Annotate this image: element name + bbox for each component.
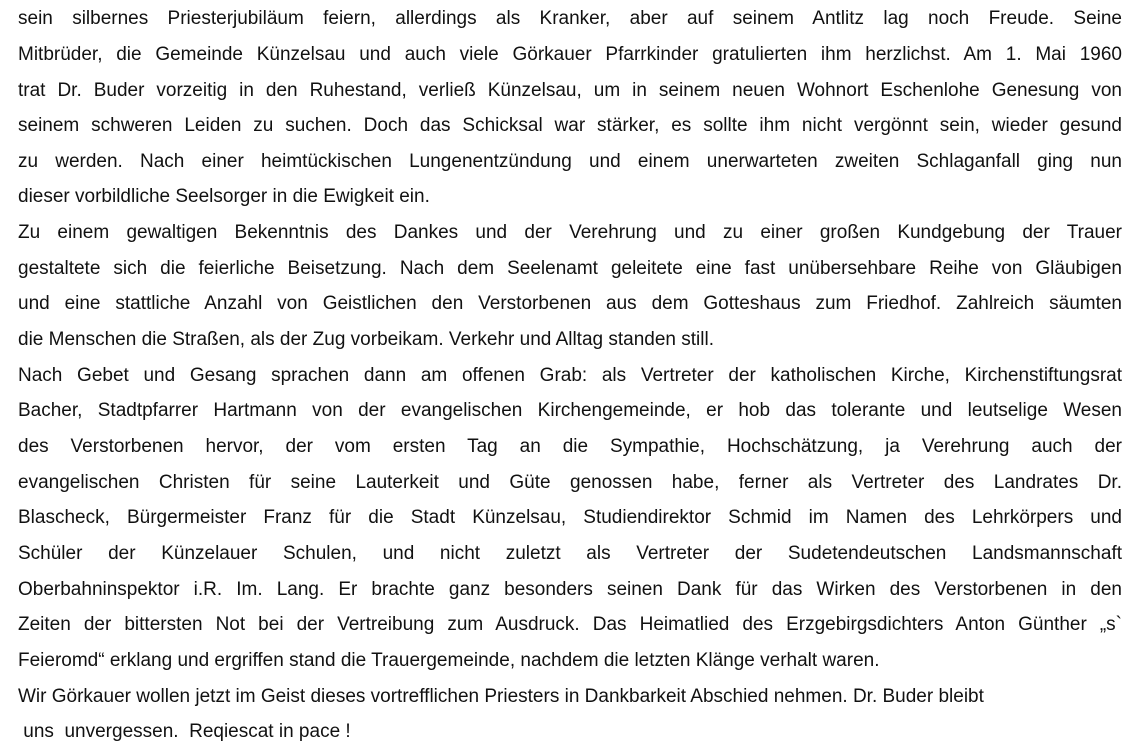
- text-line: und eine stattliche Anzahl von Geistlichen den Verstorbenen aus dem Gotteshaus zum Friedhof. Zahlreich säumten: [18, 293, 1122, 314]
- text-line: zu werden. Nach einer heimtückischen Lungenentzündung und einem unerwarteten zweiten Schlaganfall ging nun: [18, 151, 1122, 172]
- text-line: Zu einem gewaltigen Bekenntnis des Dankes und der Verehrung und zu einer großen Kundgebung der Trauer: [18, 222, 1122, 243]
- text-line: evangelischen Christen für seine Lauterkeit und Güte genossen habe, ferner als Vertreter des Landrates Dr.: [18, 472, 1122, 493]
- text-line: Mitbrüder, die Gemeinde Künzelsau und auch viele Görkauer Pfarrkinder gratulierten ihm herzlichst. Am 1. Mai 1960: [18, 44, 1122, 65]
- text-line: gestaltete sich die feierliche Beisetzung. Nach dem Seelenamt geleitete eine fast unübersehbare Reihe von Gläubigen: [18, 258, 1122, 279]
- text-line: Oberbahninspektor i.R. Im. Lang. Er brachte ganz besonders seinen Dank für das Wirken des Verstorbenen in den: [18, 579, 1122, 600]
- text-line: Feieromd“ erklang und ergriffen stand die Trauergemeinde, nachdem die letzten Klänge verhalt waren.: [18, 650, 880, 671]
- text-line: Zeiten der bittersten Not bei der Vertreibung zum Ausdruck. Das Heimatlied des Erzgebirgsdichters Anton Günther „s`: [18, 614, 1122, 635]
- text-line: Schüler der Künzelauer Schulen, und nicht zuletzt als Vertreter der Sudetendeutschen Landsmannschaft: [18, 543, 1122, 564]
- text-line: die Menschen die Straßen, als der Zug vorbeikam. Verkehr und Alltag standen still.: [18, 329, 714, 350]
- text-line: seinem schweren Leiden zu suchen. Doch das Schicksal war stärker, es sollte ihm nicht vergönnt sein, wieder gesund: [18, 115, 1122, 136]
- text-line: des Verstorbenen hervor, der vom ersten Tag an die Sympathie, Hochschätzung, ja Verehrung auch der: [18, 436, 1122, 457]
- text-line: Bacher, Stadtpfarrer Hartmann von der evangelischen Kirchengemeinde, er hob das tolerante und leutselige Wesen: [18, 400, 1122, 421]
- text-line: Blascheck, Bürgermeister Franz für die Stadt Künzelsau, Studiendirektor Schmid im Namen des Lehrkörpers und: [18, 507, 1122, 528]
- text-line: Wir Görkauer wollen jetzt im Geist dieses vortrefflichen Priesters in Dankbarkeit Abschied nehmen. Dr. Buder bleibt: [18, 686, 984, 707]
- text-line: sein silbernes Priesterjubiläum feiern, allerdings als Kranker, aber auf seinem Antlitz lag noch Freude. Seine: [18, 8, 1122, 29]
- text-line: trat Dr. Buder vorzeitig in den Ruhestand, verließ Künzelsau, um in seinem neuen Wohnort Eschenlohe Genesung von: [18, 80, 1122, 101]
- text-line: Nach Gebet und Gesang sprachen dann am offenen Grab: als Vertreter der katholischen Kirche, Kirchenstiftungsrat: [18, 365, 1122, 386]
- text-line: dieser vorbildliche Seelsorger in die Ewigkeit ein.: [18, 186, 430, 207]
- text-line: uns unvergessen. Reqiescat in pace !: [18, 721, 351, 742]
